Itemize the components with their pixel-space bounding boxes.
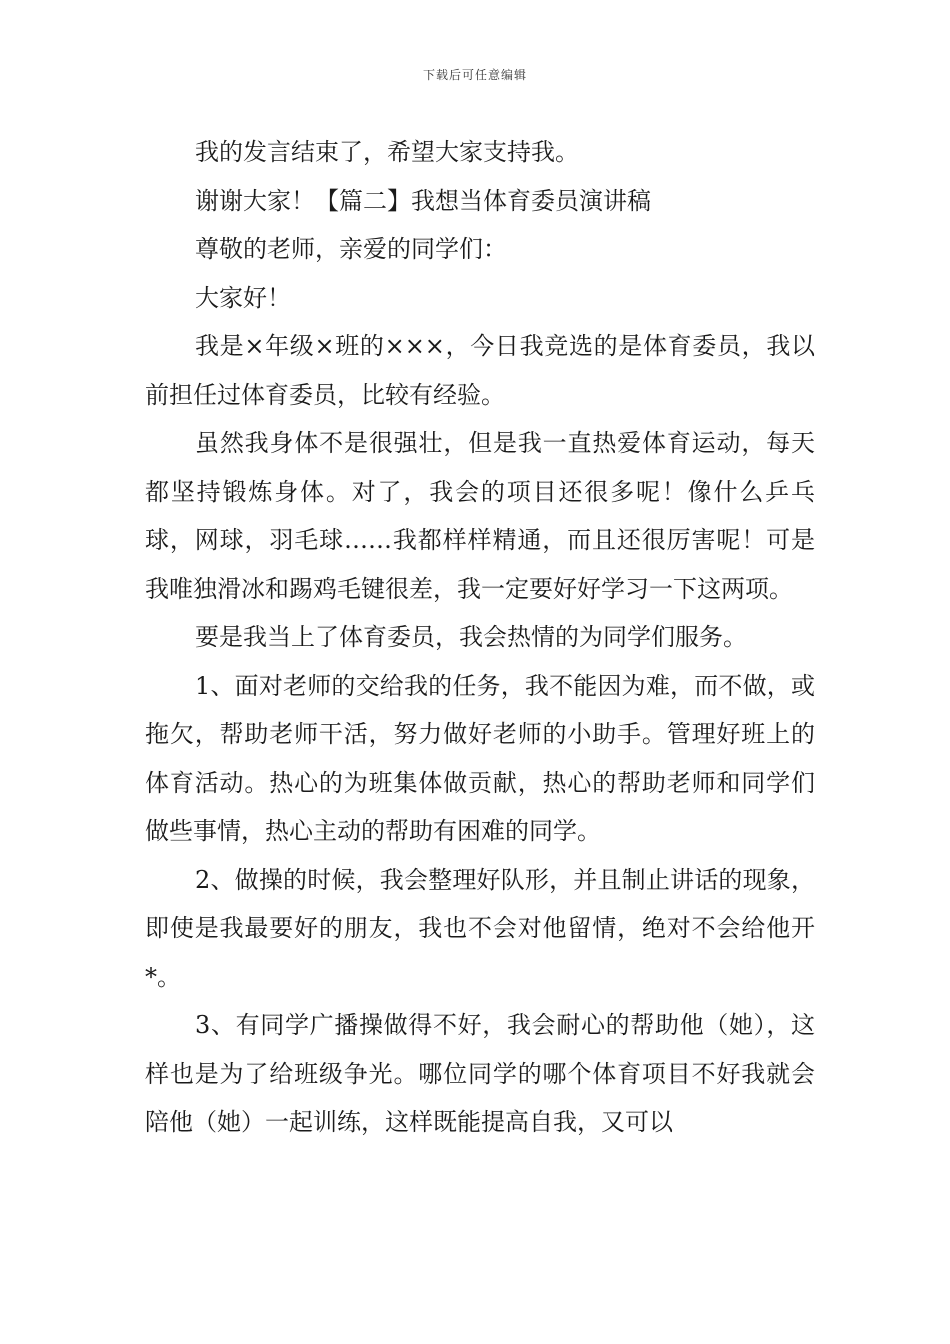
paragraph-hobbies: 虽然我身体不是很强壮，但是我一直热爱体育运动，每天都坚持锻炼身体。对了，我会的项目还很多呢！像什么乒乓球，网球，羽毛球……我都样样精通，而且还很厉害呢！可是我唯独滑冰和踢鸡毛键很差，我一定要好好学习一下这两项。 bbox=[145, 429, 815, 603]
page-header-note: 下载后可任意编辑 bbox=[422, 68, 527, 82]
paragraph-thanks-title: 谢谢大家！【篇二】我想当体育委员演讲稿 bbox=[195, 186, 651, 215]
paragraph-point-2: 2、做操的时候，我会整理好队形，并且制止讲话的现象，即使是我最要好的朋友，我也不会对他留情，绝对不会给他开*。 bbox=[145, 865, 815, 991]
paragraph-point-1: 1、面对老师的交给我的任务，我不能因为难，而不做，或拖欠，帮助老师干活，努力做好老师的小助手。管理好班上的体育活动。热心的为班集体做贡献，热心的帮助老师和同学们做些事情，热心主动的帮助有困难的同学。 bbox=[145, 671, 815, 845]
paragraph-point-3: 3、有同学广播操做得不好，我会耐心的帮助他（她），这样也是为了给班级争光。哪位同学的哪个体育项目不好我就会陪他（她）一起训练，这样既能提高自我，又可以 bbox=[145, 1011, 815, 1136]
paragraph-closing: 我的发言结束了，希望大家支持我。 bbox=[195, 138, 579, 166]
paragraph-introduction: 我是×年级×班的×××，今日我竞选的是体育委员，我以前担任过体育委员，比较有经验。 bbox=[145, 332, 815, 409]
paragraph-promise: 要是我当上了体育委员，我会热情的为同学们服务。 bbox=[195, 623, 747, 651]
paragraph-salutation: 尊敬的老师，亲爱的同学们： bbox=[195, 235, 507, 263]
document-body bbox=[145, 128, 815, 1147]
paragraph-greeting: 大家好！ bbox=[195, 283, 291, 312]
